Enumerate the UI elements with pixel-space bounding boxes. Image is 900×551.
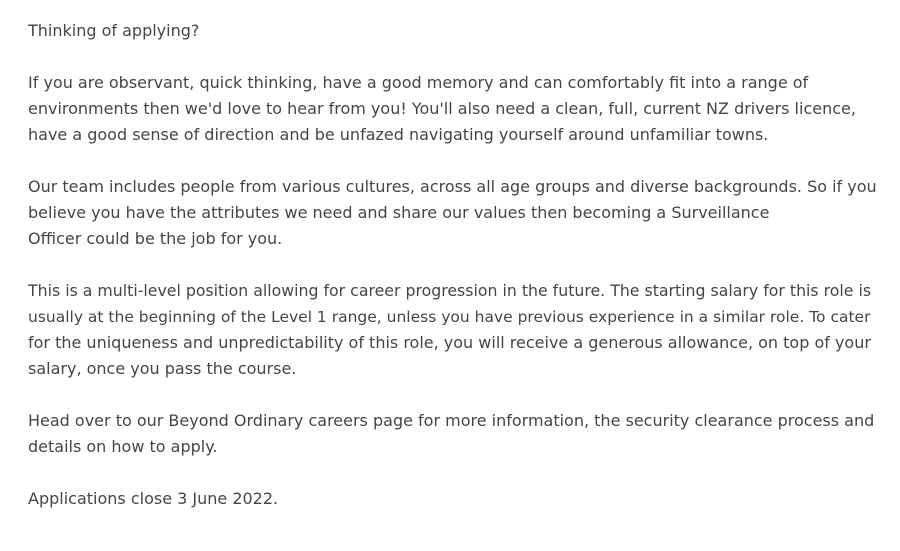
paragraph-requirements — [28, 70, 878, 148]
text-line: If you are observant, quick thinking, have a good memory and can comfortably fit into a range of — [28, 73, 809, 92]
text-line: have a good sense of direction and be unfazed navigating yourself around unfamiliar towns. — [28, 125, 769, 144]
text-line: believe you have the attributes we need and share our values then becoming a Surveillance — [28, 203, 770, 222]
paragraph-salary — [28, 278, 878, 382]
heading-thinking-of-applying — [28, 18, 878, 44]
paragraph-team — [28, 174, 878, 252]
text-line: for the uniqueness and unpredictability of this role, you will receive a generous allowance, on top of your — [28, 333, 871, 352]
paragraph-closing-date — [28, 486, 878, 512]
text-line: salary, once you pass the course. — [28, 359, 297, 378]
text-line: environments then we'd love to hear from you! You'll also need a clean, full, current NZ drivers licence, — [28, 99, 856, 118]
paragraph-careers-page — [28, 408, 878, 460]
text-line: Thinking of applying? — [28, 21, 200, 40]
job-description — [28, 18, 878, 538]
text-line: Head over to our Beyond Ordinary careers page for more information, the security clearance process and — [28, 411, 875, 430]
text-line: Officer could be the job for you. — [28, 229, 283, 248]
text-line: This is a multi-level position allowing for career progression in the future. The starting salary for this role is — [28, 281, 872, 300]
text-line: details on how to apply. — [28, 437, 218, 456]
text-line: usually at the beginning of the Level 1 range, unless you have previous experience in a similar role. To cater — [28, 308, 871, 326]
text-line: Applications close 3 June 2022. — [28, 489, 279, 508]
text-line: Our team includes people from various cultures, across all age groups and diverse backgrounds. So if you — [28, 177, 877, 196]
